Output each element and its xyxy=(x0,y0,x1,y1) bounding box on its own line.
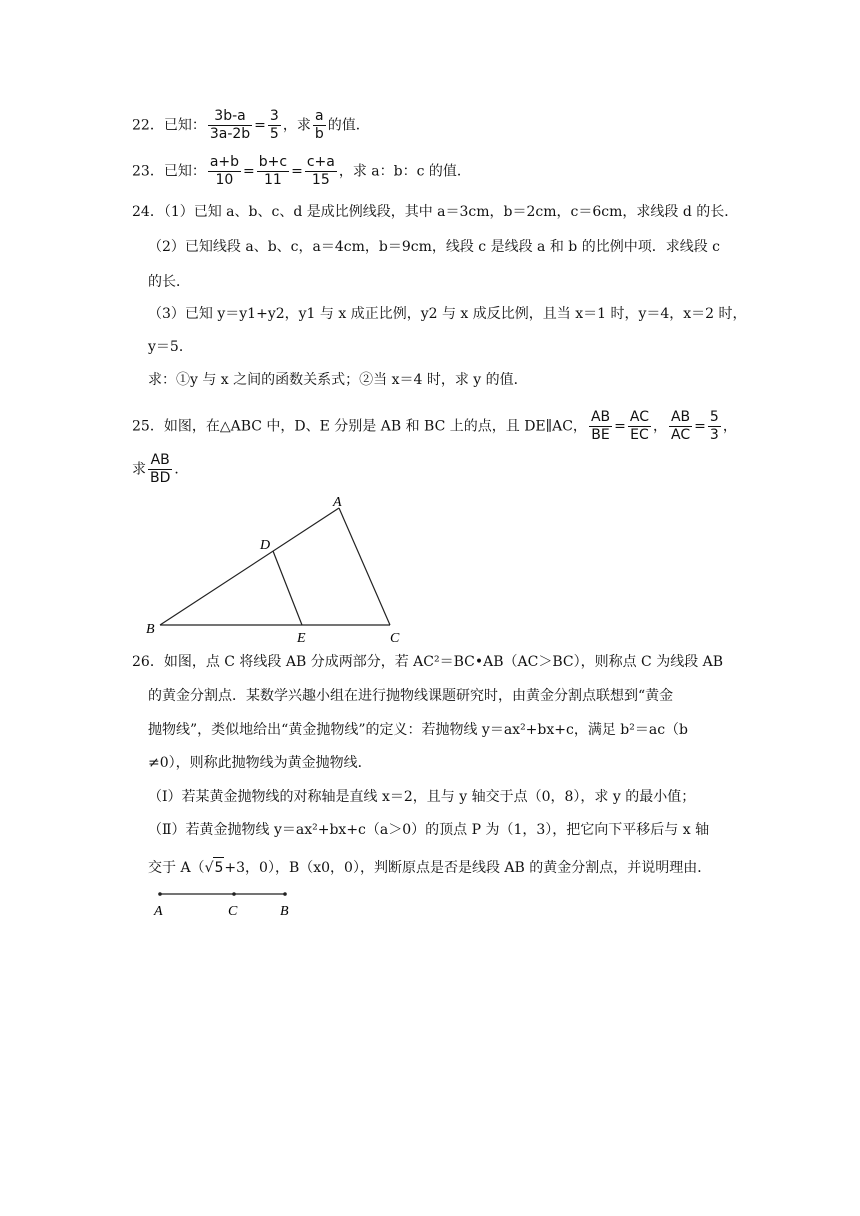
q24-part2-line1: （2）已知线段 a、b、c，a＝4cm，b＝9cm，线段 c 是线段 a 和 b 的比例中项．求线段 c xyxy=(148,239,721,255)
q24-part3-line2: y＝5． xyxy=(148,339,193,355)
q26-part2-line2: 交于 A（√5+3，0），B（x0，0），判断原点是否是线段 AB 的黄金分割点，并说明理由． xyxy=(148,857,711,878)
q25-ask: 求 $\frac{AB}{BD}$ ． xyxy=(132,452,189,486)
q22-fraction-1: $\frac{3b-a}{3a-2b}$ xyxy=(209,108,251,142)
q26-part2-line1: （Ⅱ）若黄金抛物线 y＝ax²+bx+c（a＞0）的顶点 P 为（1，3），把它向下平移后与 x 轴 xyxy=(148,822,710,838)
q24-part1: 24．（1）已知 a、b、c、d 是成比例线段，其中 a＝3cm，b＝2cm，c＝6cm，求线段 d 的长． xyxy=(132,204,739,220)
q22-intro: 22．已知： xyxy=(132,117,206,134)
q23-fraction-2: $\frac{b+c}{11}$ xyxy=(258,154,288,188)
label-e: E xyxy=(297,631,306,646)
label-b: B xyxy=(280,904,289,919)
segment-de xyxy=(273,551,302,625)
q22-fraction-2: $\frac{3}{5}$ xyxy=(269,108,279,142)
q25-fraction-ac-ec: $\frac{AC}{EC}$ xyxy=(629,409,649,443)
q22-fraction-3: $\frac{a}{b}$ xyxy=(314,108,324,142)
q26-line4: ≠0），则称此抛物线为黄金抛物线． xyxy=(148,755,372,771)
q26-line3: 抛物线”，类似地给出“黄金抛物线”的定义：若抛物线 y＝ax²+bx+c，满足 b²＝ac（b xyxy=(148,722,689,738)
q25-fraction-5-3: $\frac{5}{3}$ xyxy=(709,409,719,443)
label-a: A xyxy=(154,904,163,919)
segment-ba xyxy=(160,508,339,625)
q23-fraction-1: $\frac{a+b}{10}$ xyxy=(209,154,240,188)
q25-fraction-ab-bd: $\frac{AB}{BD}$ xyxy=(150,452,171,486)
q25-fraction-ab-be: $\frac{AB}{BE}$ xyxy=(590,409,611,443)
label-a: A xyxy=(333,495,342,510)
q26-line1: 26．如图，点 C 将线段 AB 分成两部分，若 AC²＝BC•AB（AC＞BC），则称点 C 为线段 AB xyxy=(132,654,724,670)
sqrt-symbol: √ xyxy=(204,860,214,876)
label-c: C xyxy=(390,631,400,646)
label-d: D xyxy=(260,538,271,553)
triangle-figure xyxy=(140,490,420,650)
q25-fraction-ab-ac: $\frac{AB}{AC}$ xyxy=(670,409,691,443)
question-23: 23．已知： $\frac{a+b}{10}$ = $\frac{b+c}{11}$ = $\frac{c+a}{15}$ ，求 a：b：c 的值． xyxy=(132,154,471,188)
q26-part1: （Ⅰ）若某黄金抛物线的对称轴是直线 x＝2，且与 y 轴交于点（0，8），求 y 的最小值； xyxy=(148,789,696,805)
q26-line2: 的黄金分割点．某数学兴趣小组在进行抛物线课题研究时，由黄金分割点联想到“黄金 xyxy=(148,688,674,704)
question-22: 22．已知： $\frac{3b-a}{3a-2b}$ = $\frac{3}{5}$ ，求 $\frac{a}{b}$ 的值． xyxy=(132,108,370,142)
q24-part2-line2: 的长． xyxy=(148,274,190,290)
segment-ac xyxy=(339,508,390,625)
sqrt-radicand: 5 xyxy=(213,857,224,878)
q24-part3-line1: （3）已知 y＝y1+y2，y1 与 x 成正比例，y2 与 x 成反比例，且当 x＝1 时，y＝4，x＝2 时， xyxy=(148,306,747,322)
q23-fraction-3: $\frac{c+a}{15}$ xyxy=(306,154,335,188)
segment-figure xyxy=(150,886,300,920)
q24-part3-ask: 求：①y 与 x 之间的函数关系式；②当 x＝4 时，求 y 的值． xyxy=(148,372,528,388)
label-c: C xyxy=(228,904,238,919)
question-25: 25．如图，在△ABC 中，D、E 分别是 AB 和 BC 上的点，且 DE∥AC， $\frac{AB}{BE}$ = $\frac{AC}{EC}$ ， $\frac{AB}{AC}$ = $\frac{5}{3}$ ， xyxy=(132,409,737,443)
label-b: B xyxy=(146,622,155,637)
